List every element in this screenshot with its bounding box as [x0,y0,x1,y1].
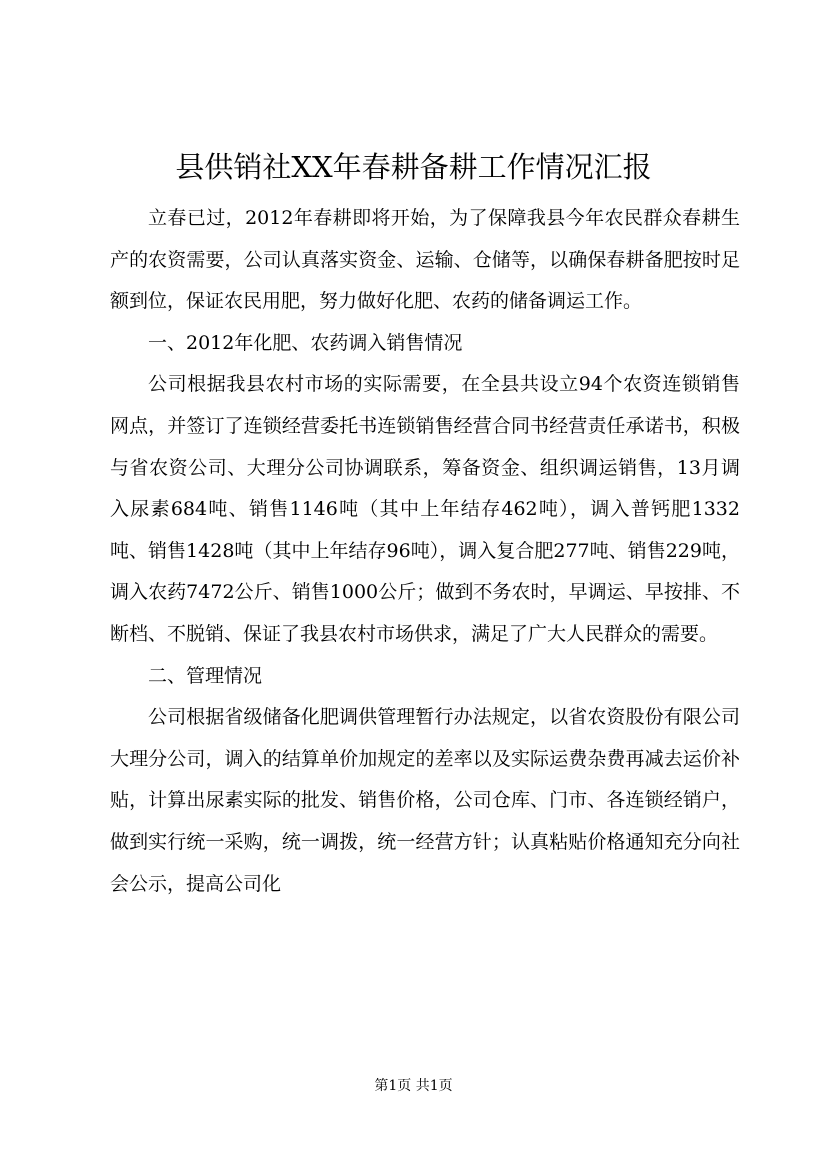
paragraph-section-2: 公司根据省级储备化肥调供管理暂行办法规定，以省农资股份有限公司大理分公司，调入的结算单价加规定的差率以及实际运费杂费再减去运价补贴，计算出尿素实际的批发、销售价格，公司仓库、门市、各连锁经销户，做到实行统一采购，统一调拨，统一经营方针；认真粘贴价格通知充分向社会公示，提高公司化 [110,706,740,895]
document-body [110,198,740,905]
page-footer: 第1页 共1页 [374,1078,453,1094]
paragraph-intro: 立春已过，2012年春耕即将开始，为了保障我县今年农民群众春耕生产的农资需要，公司认真落实资金、运输、仓储等，以确保春耕备肥按时足额到位，保证农民用肥，努力做好化肥、农药的储备调运工作。 [110,207,740,313]
document-title: 县供销社XX年春耕备耕工作情况汇报 [175,150,652,184]
section-heading-1: 一、2012年化肥、农药调入销售情况 [148,331,463,354]
section-heading-2: 二、管理情况 [148,664,263,687]
paragraph-section-1: 公司根据我县农村市场的实际需要，在全县共设立94个农资连锁销售网点，并签订了连锁经营委托书连锁销售经营合同书经营责任承诺书，积极与省农资公司、大理分公司协调联系，筹备资金、组织调运销售，13月调入尿素684吨、销售1146吨（其中上年结存462吨），调入普钙肥1332吨、销售1428吨（其中上年结存96吨），调入复合肥277吨、销售229吨，调入农药7472公斤、销售1000公斤；做到不务农时，早调运、早按排、不断档、不脱销、保证了我县农村市场供求，满足了广大人民群众的需要。 [110,373,740,645]
